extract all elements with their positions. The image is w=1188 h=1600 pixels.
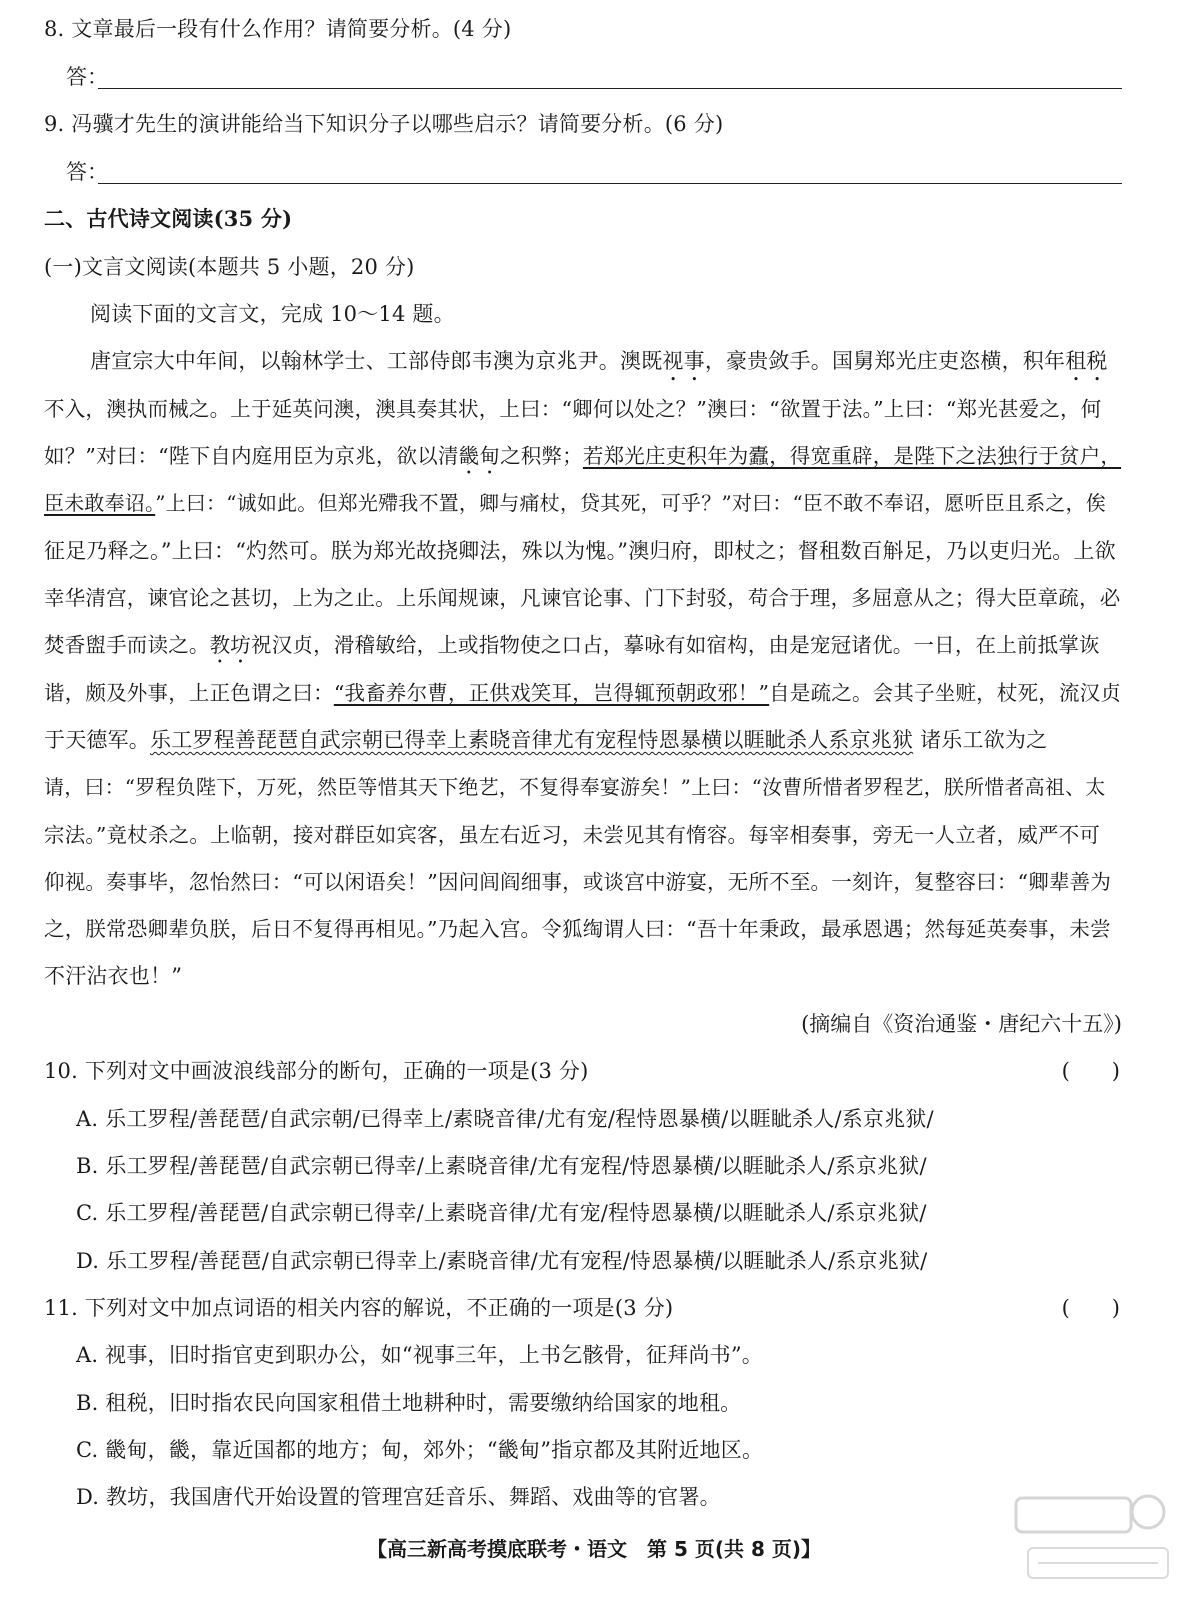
answer-line-8[interactable] (98, 88, 1122, 89)
page-footer: 【高三新高考摸底联考・语文 第 5 页(共 8 页)】 (367, 1537, 821, 1561)
passage-line-6: 幸华清宫，谏官论之甚切，上为之止。上乐闻规谏，凡谏官论事、门下封驳，苟合于理，多屈意从之；得大臣章疏，必 (44, 586, 1121, 610)
passage-line-3 (44, 441, 1121, 479)
section-heading: 二、古代诗文阅读(35 分) (44, 206, 293, 231)
dotted-term-jidian: 畿甸 (458, 444, 501, 468)
passage-text: ，豪贵敛手。国舅郑光庄吏恣横，积年 (704, 349, 1066, 373)
reading-instruction: 阅读下面的文言文，完成 10～14 题。 (90, 302, 455, 326)
question-11-stem: 11. 下列对文中加点词语的相关内容的解说，不正确的一项是(3 分) (44, 1296, 674, 1320)
wavy-underlined-passage: 乐工罗程善琵琶自武宗朝已得幸上素晓音律尤有宠程恃恩暴横以睚眦杀人系京兆狱 (150, 728, 914, 752)
question-11-option-d[interactable]: D. 教坊，我国唐代开始设置的管理宫廷音乐、舞蹈、戏曲等的官署。 (76, 1485, 721, 1509)
question-11-option-a[interactable]: A. 视事，旧时指官吏到职办公，如“视事三年，上书乞骸骨，征拜尚书”。 (76, 1343, 763, 1367)
dotted-term-shishi: 视事 (662, 349, 705, 373)
passage-line-5: 征足乃释之。”上曰：“灼然可。朕为郑光故挠卿法，殊以为愧。”澳归府，即杖之；督租数百斛足，乃以吏归光。上欲 (44, 539, 1116, 563)
passage-line-14: 不汗沾衣也！” (44, 964, 183, 988)
passage-text: 诸乐工欲为之 (913, 728, 1048, 752)
dotted-term-zushui: 租税 (1065, 349, 1108, 373)
passage-line-12: 仰视。奏事毕，忽怡然曰：“可以闲语矣！”因问闾阎细事，或谈宫中游宴，无所不至。一刻许，复整容曰：“卿辈善为 (44, 870, 1112, 894)
passage-text: 祝汉贞，滑稽敏给，上或指物使之口占，摹咏有如宿构，由是宠冠诸优。一日，在上前抵掌诙 (251, 633, 1100, 657)
passage-line-4 (44, 488, 1106, 518)
passage-text: 于天德军。 (44, 728, 150, 752)
passage-line-13: 之，朕常恐卿辈负朕，后日不复得再相见。”乃起入宫。令狐绹谓人曰：“吾十年秉政，最承恩遇；然每延英奏事，未尝 (44, 917, 1111, 941)
question-11-option-c[interactable]: C. 畿甸，畿，靠近国都的地方；甸，郊外；“畿甸”指京都及其附近地区。 (76, 1438, 764, 1462)
underlined-sentence: 臣未敢奉诏。 (44, 491, 156, 515)
passage-line-2: 不入，澳执而械之。上于延英问澳，澳具奏其状，上曰：“卿何以处之？”澳曰：“欲置于法。”上曰：“郑光甚爱之，何 (44, 397, 1102, 421)
passage-line-11: 宗法。”竟杖杀之。上临朝，接对群臣如宾客，虽左右近习，未尝见其有惰容。每宰相奏事，旁无一人立者，威严不可 (44, 823, 1101, 847)
passage-line-7 (44, 630, 1100, 668)
passage-text: 谐，颇及外事，上正色谓之曰： (44, 681, 334, 705)
question-11-answer-box[interactable]: ( ) (1061, 1296, 1120, 1320)
question-10-stem: 10. 下列对文中画波浪线部分的断句，正确的一项是(3 分) (44, 1059, 589, 1083)
question-11-option-b[interactable]: B. 租税，旧时指农民向国家租借土地耕种时，需要缴纳给国家的地租。 (76, 1391, 742, 1415)
passage-source: (摘编自《资治通鉴・唐纪六十五》) (801, 1012, 1122, 1036)
question-8: 8. 文章最后一段有什么作用？请简要分析。(4 分) (44, 17, 512, 41)
question-10-answer-box[interactable]: ( ) (1061, 1059, 1120, 1083)
question-10-option-b[interactable]: B. 乐工罗程/善琵琶/自武宗朝已得幸/上素晓音律/尤有宠程/恃恩暴横/以睚眦杀人/系京兆狱/ (76, 1154, 927, 1178)
passage-text: 之积弊； (500, 444, 583, 468)
underlined-sentence: “我畜养尔曹，正供戏笑耳，岂得辄预朝政邪！” (333, 681, 770, 705)
answer-label-9: 答： (66, 160, 108, 184)
passage-line-1 (90, 346, 1108, 386)
passage-text: 焚香盥手而读之。 (44, 633, 210, 657)
passage-text: 如？”对曰：“陛下自内庭用臣为京兆，欲以清 (44, 444, 459, 468)
watermark-logo (1008, 1490, 1178, 1590)
passage-line-9 (44, 725, 1047, 755)
answer-line-9[interactable] (98, 183, 1122, 184)
question-9: 9. 冯骥才先生的演讲能给当下知识分子以哪些启示？请简要分析。(6 分) (44, 112, 724, 136)
question-10-option-d[interactable]: D. 乐工罗程/善琵琶/自武宗朝已得幸上/素晓音律/尤有宠程/恃恩暴横/以睚眦杀人/系京兆狱/ (76, 1249, 928, 1273)
passage-text: 唐宣宗大中年间，以翰林学士、工部侍郎韦澳为京兆尹。澳既 (90, 349, 663, 373)
dotted-term-jiaofang: 教坊 (209, 633, 252, 657)
passage-text: 自是疏之。会其子坐赃，杖死，流汉贞 (769, 681, 1122, 705)
passage-text: ”上曰：“诚如此。但郑光殢我不置，卿与痛杖，贷其死，可乎？”对曰：“臣不敢不奉诏，愿听臣且系之，俟 (155, 491, 1106, 515)
passage-line-10: 请，曰：“罗程负陛下，万死，然臣等惜其天下绝艺，不复得奉宴游矣！”上曰：“汝曹所惜者罗程艺，朕所惜者高祖、太 (44, 775, 1106, 799)
underlined-sentence: 若郑光庄吏积年为蠹，得宽重辟，是陛下之法独行于贫户， (582, 444, 1122, 468)
question-10-option-c[interactable]: C. 乐工罗程/善琵琶/自武宗朝已得幸/上素晓音律/尤有宠/程恃恩暴横/以睚眦杀人/系京兆狱/ (76, 1201, 927, 1225)
question-10-option-a[interactable]: A. 乐工罗程/善琵琶/自武宗朝/已得幸上/素晓音律/尤有宠/程恃恩暴横/以睚眦杀人/系京兆狱/ (76, 1107, 934, 1131)
answer-label-8: 答： (66, 65, 108, 89)
passage-line-8 (44, 678, 1121, 708)
subsection-heading: (一)文言文阅读(本题共 5 小题，20 分) (44, 255, 415, 279)
